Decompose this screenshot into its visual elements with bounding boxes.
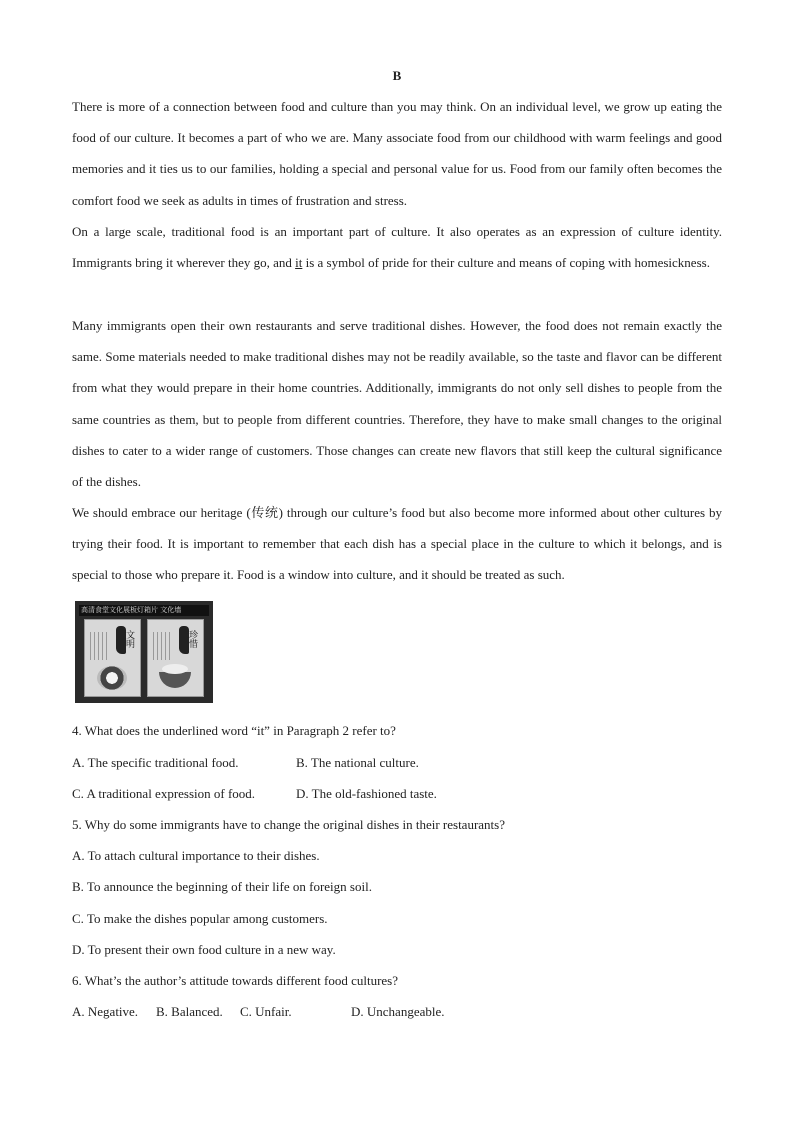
rice-bowl-icon (159, 672, 191, 688)
poster-panel-civilization (84, 619, 141, 697)
poster-banner: 高清食堂文化展板灯箱片 文化墙 (79, 605, 209, 616)
question-5-option-a: A. To attach cultural importance to their dishes. (72, 848, 320, 863)
decorative-text-lines (90, 632, 108, 660)
question-5-option-d: D. To present their own food culture in a new way. (72, 942, 336, 957)
question-6-stem: 6. What’s the author’s attitude towards different food cultures? (72, 973, 398, 988)
paragraph-2-text-b: is a symbol of pride for their culture and means of coping with homesickness. (302, 255, 710, 271)
paragraph-4: We should embrace our heritage (传统) through our culture’s food but also become more informed about other cultures by trying their food. It is important to remember that each dish has a special place in the culture to which it belongs, and is special to those who prepare it. Food is a window into culture, and it should be treated as such. (72, 505, 722, 583)
question-4-option-a: A. The specific traditional food. (72, 755, 239, 770)
canteen-culture-poster-image (75, 601, 213, 703)
panel-glyph: 文明 (124, 630, 134, 648)
paragraph-3: Many immigrants open their own restaurants and serve traditional dishes. However, the food does not remain exactly the same. Some materials needed to make traditional dishes may not be readily available, so the taste and flavor can be different from what they would prepare in their home countries. Additionally, immigrants do not only sell dishes to people from the same countries as them, but to people from different countries. Therefore, they have to make small changes to the original dishes to cater to a wider range of customers. Those changes can create new flavors that still keep the cultural significance of the dishes. (72, 318, 722, 490)
question-5-option-b: B. To announce the beginning of their life on foreign soil. (72, 879, 372, 894)
panel-glyph: 珍惜 (187, 630, 197, 648)
question-4-option-c: C. A traditional expression of food. (72, 786, 256, 801)
question-6-option-a: A. Negative. (72, 1004, 139, 1019)
section-title: B (392, 68, 402, 83)
decorative-text-lines (153, 632, 171, 660)
question-5-option-c: C. To make the dishes popular among customers. (72, 911, 328, 926)
plate-icon (97, 666, 127, 690)
question-4-stem: 4. What does the underlined word “it” in Paragraph 2 refer to? (72, 723, 396, 738)
underlined-word-it: it (295, 255, 303, 271)
paragraph-2-text-a: On a large scale, traditional food is an important part of culture. It also operates as an expression of culture identity. Immigrants bring it wherever they go, and (72, 224, 722, 271)
question-4-option-d: D. The old-fashioned taste. (296, 786, 437, 801)
question-5-stem: 5. Why do some immigrants have to change the original dishes in their restaurants? (72, 817, 505, 832)
question-6-option-c: C. Unfair. (240, 1004, 292, 1019)
paragraph-2 (72, 216, 722, 278)
question-6-option-d: D. Unchangeable. (351, 1004, 445, 1019)
poster-panel-cherish (147, 619, 204, 697)
question-6-option-b: B. Balanced. (156, 1004, 223, 1019)
paragraph-1: There is more of a connection between food and culture than you may think. On an individual level, we grow up eating the food of our culture. It becomes a part of who we are. Many associate food from our childhood with warm feelings and good memories and it ties us to our families, holding a special and personal value for us. Food from our family often becomes the comfort food we seek as adults in times of frustration and stress. (72, 99, 722, 208)
question-4-option-b: B. The national culture. (296, 755, 419, 770)
